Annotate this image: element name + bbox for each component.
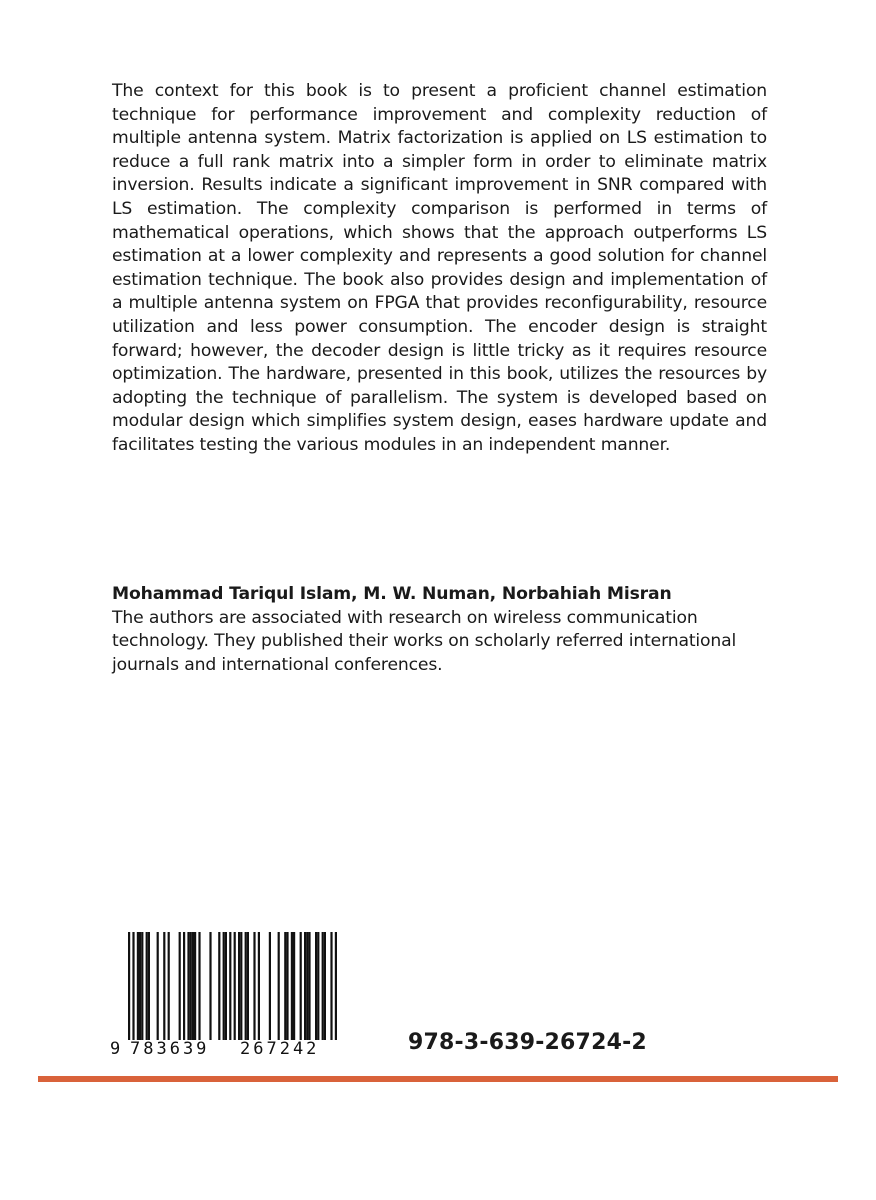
barcode-digit-left: 783639 [130,1039,210,1056]
barcode-bar [225,932,227,1040]
barcode-bar [317,932,319,1040]
barcode-graphic [108,928,358,1056]
authors-section [112,583,792,677]
barcode-bar [132,932,134,1054]
footer-rule [38,1076,838,1082]
barcode-bar [335,932,337,1054]
barcode-bar [183,932,185,1040]
barcode-bar [253,932,255,1040]
barcode-bar [306,932,308,1040]
barcode-bar [258,932,260,1040]
barcode-bar [269,932,271,1040]
barcode-bar [163,932,165,1040]
barcode-bar [293,932,295,1040]
barcode-bar [315,932,317,1040]
barcode-bar [194,932,196,1040]
barcode-bar [168,932,170,1040]
barcode-bar [284,932,286,1040]
barcode-bar [187,932,189,1040]
barcode-bar [229,932,231,1054]
barcode-bar [146,932,148,1040]
barcode-bar [238,932,240,1040]
barcode-bar [218,932,220,1040]
author-names: Mohammad Tariqul Islam, M. W. Numan, Norbahiah Misran [112,584,672,604]
isbn-number: 978-3-639-26724-2 [408,1030,647,1055]
author-bio: The authors are associated with research on wireless communication technology. They published their works on scholarly referred international journals and international conferences. [112,607,737,675]
barcode-bar [128,932,130,1054]
barcode-bar [190,932,192,1040]
book-blurb: The context for this book is to present a proficient channel estimation technique for performance improvement and complexity reduction of multiple antenna system. Matrix factorization is applied on LS estimation to reduce a full rank matrix into a simpler form in order to eliminate matrix inversion. Results indicate a significant improvement in SNR compared with LS estimation. The complexity comparison is performed in terms of mathematical operations, which shows that the approach outperforms LS estimation at a lower complexity and represents a good solution for channel estimation technique. The book also provides design and implementation of a multiple antenna system on FPGA that provides reconfigurability, resource utilization and less power consumption. The encoder design is straight forward; however, the decoder design is little tricky as it requires resource optimization. The hardware, presented in this book, utilizes the resources by adopting the technique of parallelism. The system is developed based on modular design which simplifies system design, eases hardware update and facilitates testing the various modules in an independent manner. [112,81,767,455]
barcode-bar [308,932,310,1040]
barcode-bar [139,932,141,1040]
barcode-bar [278,932,280,1040]
barcode-bar [330,932,332,1054]
barcode-bar [240,932,242,1040]
barcode-bar [192,932,194,1040]
barcode-bar [179,932,181,1040]
barcode-bar [304,932,306,1040]
barcode-bar [157,932,159,1040]
barcode-bar [324,932,326,1040]
barcode-bar [198,932,200,1040]
barcode-bar [300,932,302,1040]
barcode-bar [286,932,288,1040]
barcode-digit-right: 267242 [240,1039,320,1056]
barcode-bar [234,932,236,1054]
barcode-digit-lead: 9 [110,1039,121,1056]
barcode-bar [291,932,293,1040]
barcode-bar [141,932,143,1040]
barcode-bar [223,932,225,1040]
barcode-bar [137,932,139,1040]
barcode-bar [209,932,211,1040]
barcode-bar [322,932,324,1040]
barcode-bar [247,932,249,1040]
barcode-bar [148,932,150,1040]
isbn-barcode [108,928,358,1056]
barcode-bar [245,932,247,1040]
